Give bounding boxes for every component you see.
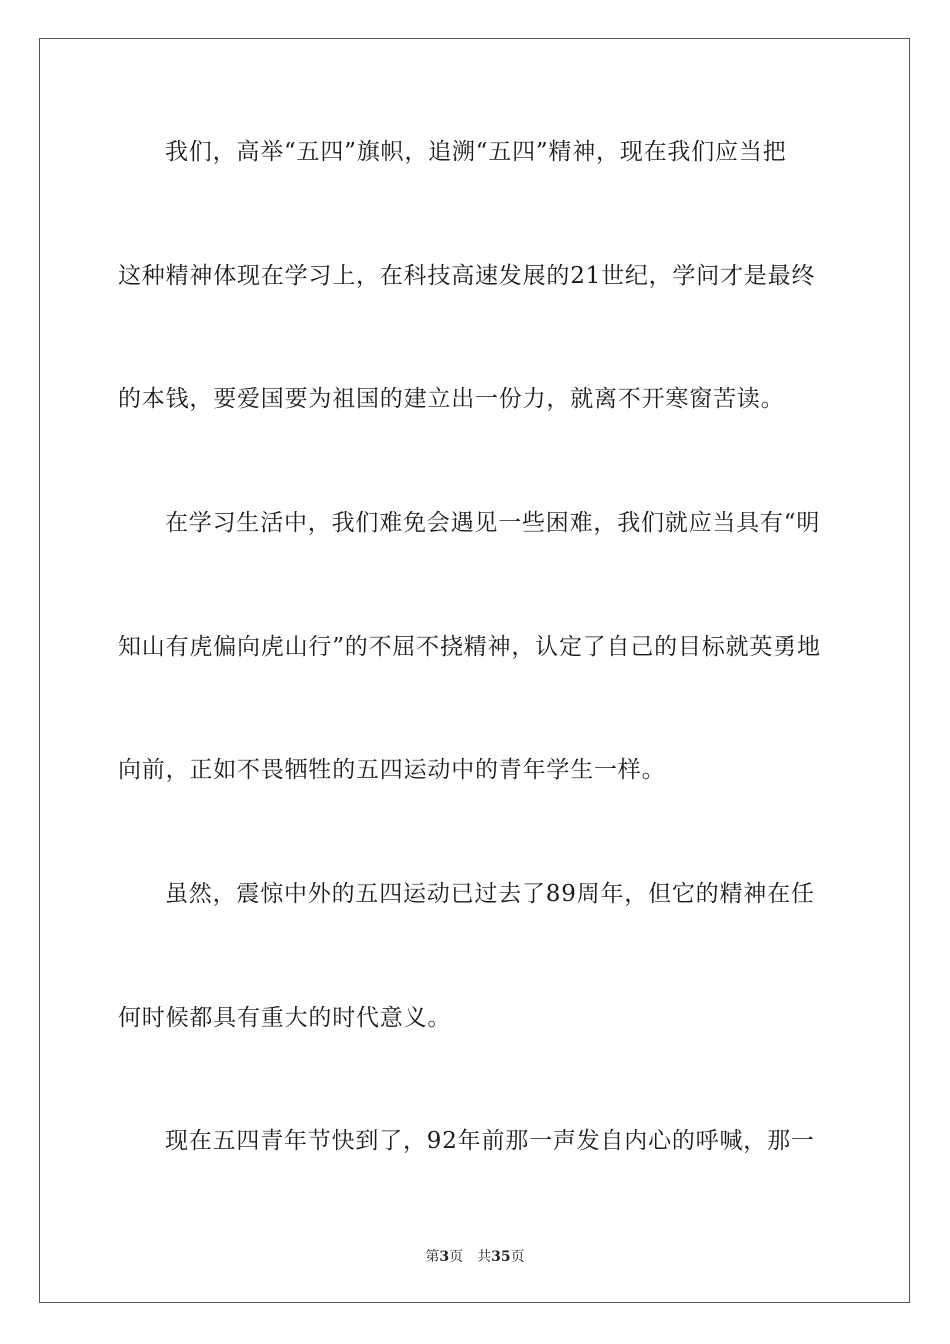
page-border: [39, 38, 910, 1303]
page-prefix: 第: [425, 1249, 440, 1265]
page-number: 3: [439, 1249, 450, 1265]
total-suffix: 页: [510, 1249, 525, 1265]
paragraph-3-line-1: 虽然，震惊中外的五四运动已过去了89周年，但它的精神在任: [165, 881, 815, 907]
paragraph-1-line-2: 这种精神体现在学习上，在科技高速发展的21世纪，学问才是最终: [118, 263, 816, 289]
paragraph-2-line-2: 知山有虎偏向虎山行”的不屈不挠精神，认定了自己的目标就英勇地: [118, 634, 821, 660]
page-footer: [0, 1248, 950, 1266]
paragraph-1-line-3: 的本钱，要爱国要为祖国的建立出一份力，就离不开寒窗苦读。: [118, 386, 785, 412]
paragraph-2-line-1: 在学习生活中，我们难免会遇见一些困难，我们就应当具有“明: [165, 510, 821, 536]
paragraph-2-line-3: 向前，正如不畏牺牲的五四运动中的青年学生一样。: [118, 757, 666, 783]
paragraph-3-line-2: 何时候都具有重大的时代意义。: [118, 1005, 452, 1031]
total-pages: 35: [491, 1249, 511, 1265]
total-prefix: 共: [477, 1249, 492, 1265]
paragraph-4-line-1: 现在五四青年节快到了，92年前那一声发自内心的呼喊，那一: [165, 1128, 815, 1154]
page-suffix: 页: [449, 1249, 464, 1265]
paragraph-1-line-1: 我们，高举“五四”旗帜，追溯“五四”精神，现在我们应当把: [165, 139, 787, 165]
